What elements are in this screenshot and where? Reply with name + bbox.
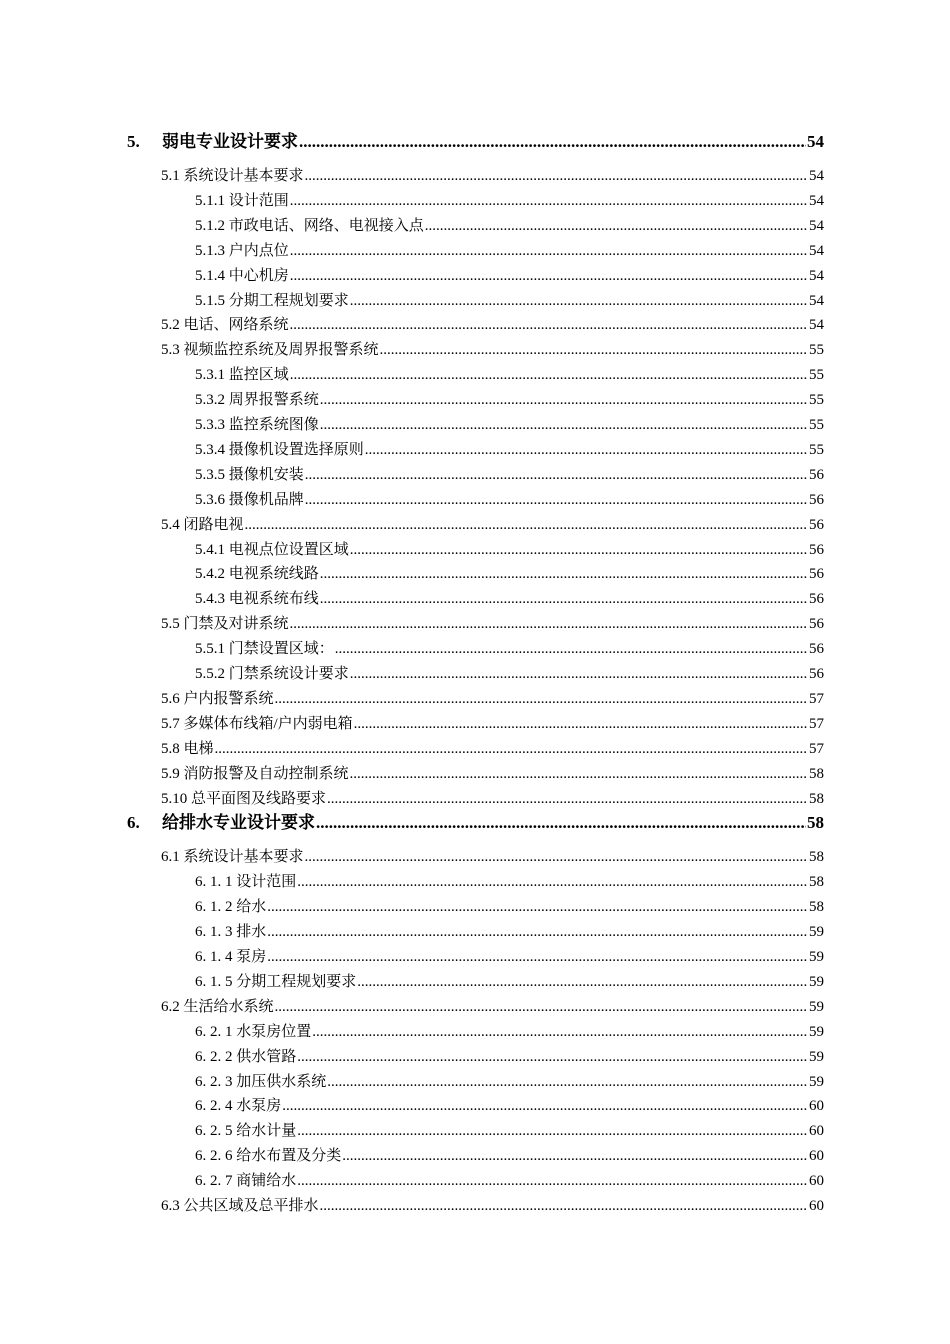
toc-entry[interactable] bbox=[161, 313, 824, 335]
toc-page-number: 59 bbox=[809, 1073, 824, 1090]
toc-page-number: 56 bbox=[809, 541, 824, 558]
toc-entry[interactable] bbox=[195, 214, 824, 236]
toc-entry[interactable] bbox=[161, 164, 824, 186]
toc-entry[interactable] bbox=[195, 1070, 824, 1092]
toc-entry-title bbox=[195, 970, 356, 991]
toc-entry[interactable] bbox=[195, 363, 824, 385]
toc-dot-leader bbox=[305, 849, 808, 866]
toc-entry-text: 5.3.6 摄像机品牌 bbox=[195, 491, 304, 508]
toc-chapter-number: 5. bbox=[127, 132, 140, 151]
toc-entry-text: 5.5.2 门禁系统设计要求 bbox=[195, 666, 349, 682]
toc-page-number: 56 bbox=[809, 566, 824, 583]
toc-entry[interactable] bbox=[161, 845, 824, 867]
toc-page-number: 54 bbox=[809, 292, 824, 309]
toc-page-number: 56 bbox=[809, 491, 824, 508]
toc-dot-leader bbox=[290, 317, 808, 334]
toc-entry-title bbox=[161, 513, 244, 534]
toc-entry[interactable] bbox=[195, 945, 824, 967]
toc-dot-leader bbox=[327, 791, 808, 808]
toc-entry-title bbox=[161, 338, 379, 359]
toc-dot-leader bbox=[312, 1024, 808, 1041]
toc-entry-text: 5.3.5 摄像机安装 bbox=[195, 466, 304, 483]
toc-entry-text: 弱电专业设计要求 bbox=[162, 132, 298, 151]
toc-dot-leader bbox=[290, 243, 808, 260]
toc-entry-title bbox=[195, 189, 289, 210]
toc-entry-title bbox=[195, 587, 319, 608]
toc-entry[interactable] bbox=[195, 1169, 824, 1191]
toc-entry-title bbox=[161, 164, 304, 185]
toc-entry-title bbox=[195, 1094, 281, 1115]
toc-page-number: 56 bbox=[809, 616, 824, 633]
toc-dot-leader bbox=[335, 641, 808, 658]
toc-entry[interactable] bbox=[195, 438, 824, 460]
toc-dot-leader bbox=[275, 999, 808, 1016]
toc-dot-leader bbox=[299, 132, 806, 152]
toc-entry[interactable] bbox=[161, 687, 824, 709]
toc-entry-text: 6. 1. 1 设计范围 bbox=[195, 874, 297, 891]
toc-dot-leader bbox=[297, 874, 808, 891]
toc-chapter-entry[interactable] bbox=[127, 127, 824, 153]
toc-entry-text: 6. 1. 2 给水 bbox=[195, 899, 267, 916]
toc-page-number: 60 bbox=[809, 1123, 824, 1140]
toc-entry-title bbox=[195, 870, 296, 891]
toc-entry-title bbox=[195, 1070, 326, 1091]
toc-entry-title bbox=[195, 264, 289, 285]
toc-page-number: 54 bbox=[809, 217, 824, 234]
toc-page-number: 54 bbox=[809, 267, 824, 284]
toc-entry-title bbox=[195, 363, 289, 384]
toc-dot-leader bbox=[297, 1049, 808, 1066]
toc-page-number: 56 bbox=[809, 466, 824, 483]
toc-entry[interactable] bbox=[195, 1094, 824, 1116]
toc-entry-text: 6. 1. 4 泵房 bbox=[195, 949, 267, 965]
toc-dot-leader bbox=[320, 1198, 808, 1215]
toc-entry-title bbox=[195, 488, 304, 509]
toc-entry-text: 给排水专业设计要求 bbox=[162, 813, 315, 833]
toc-entry[interactable] bbox=[161, 737, 824, 759]
toc-entry-title bbox=[161, 1194, 319, 1215]
toc-entry-title bbox=[161, 737, 214, 758]
toc-entry[interactable] bbox=[195, 1144, 824, 1166]
toc-entry[interactable] bbox=[195, 895, 824, 917]
toc-entry-title bbox=[195, 1169, 296, 1190]
toc-page-number: 60 bbox=[809, 1198, 824, 1214]
toc-dot-leader bbox=[290, 193, 808, 210]
toc-dot-leader bbox=[327, 1074, 808, 1091]
toc-page-number: 56 bbox=[809, 516, 824, 533]
toc-entry-text: 6. 2. 7 商铺给水 bbox=[195, 1173, 297, 1190]
toc-entry-title bbox=[195, 895, 266, 916]
toc-entry-text: 5.3.2 周界报警系统 bbox=[195, 392, 319, 409]
toc-entry-title bbox=[127, 808, 315, 833]
toc-page-number: 55 bbox=[809, 342, 824, 359]
toc-dot-leader bbox=[290, 616, 808, 633]
toc-entry[interactable] bbox=[195, 1020, 824, 1042]
toc-dot-leader bbox=[290, 367, 808, 384]
toc-entry[interactable] bbox=[195, 463, 824, 485]
toc-chapter-entry[interactable] bbox=[127, 808, 824, 834]
toc-entry-text: 5.4 闭路电视 bbox=[161, 516, 244, 533]
toc-entry-text: 6.2 生活给水系统 bbox=[161, 998, 274, 1015]
toc-page-number: 54 bbox=[807, 132, 824, 151]
toc-dot-leader bbox=[320, 566, 808, 583]
toc-page-number: 58 bbox=[807, 813, 824, 833]
toc-entry-text: 6. 2. 1 水泵房位置 bbox=[195, 1023, 312, 1040]
toc-entry[interactable] bbox=[195, 1119, 824, 1141]
toc-entry[interactable] bbox=[161, 995, 824, 1017]
toc-page-number: 60 bbox=[809, 1148, 824, 1165]
toc-page-number: 56 bbox=[809, 666, 824, 682]
toc-entry-title bbox=[195, 463, 304, 484]
toc-page-number: 54 bbox=[809, 168, 824, 184]
toc-page-number: 58 bbox=[809, 765, 824, 782]
toc-dot-leader bbox=[350, 666, 808, 683]
toc-entry[interactable] bbox=[195, 870, 824, 892]
toc-entry[interactable] bbox=[195, 488, 824, 510]
toc-entry-text: 5.1.5 分期工程规划要求 bbox=[195, 292, 349, 309]
toc-dot-leader bbox=[350, 766, 808, 783]
toc-dot-leader bbox=[267, 924, 808, 941]
toc-entry-title bbox=[195, 214, 424, 235]
toc-page-number: 60 bbox=[809, 1098, 824, 1115]
toc-entry-text: 5.1.2 市政电话、网络、电视接入点 bbox=[195, 217, 424, 234]
toc-entry-text: 5.3.4 摄像机设置选择原则 bbox=[195, 441, 364, 458]
toc-page-number: 57 bbox=[809, 740, 824, 757]
toc-entry-text: 5.2 电话、网络系统 bbox=[161, 317, 289, 334]
toc-entry-text: 5.4.1 电视点位设置区域 bbox=[195, 541, 349, 558]
toc-page-number: 59 bbox=[809, 924, 824, 941]
toc-entry[interactable] bbox=[195, 538, 824, 560]
toc-entry-text: 5.1.1 设计范围 bbox=[195, 192, 289, 209]
toc-entry[interactable] bbox=[161, 787, 824, 809]
toc-entry-text: 6. 2. 4 水泵房 bbox=[195, 1098, 282, 1115]
toc-entry-title bbox=[195, 239, 289, 260]
toc-dot-leader bbox=[350, 293, 808, 310]
toc-dot-leader bbox=[282, 1098, 808, 1115]
toc-dot-leader bbox=[290, 268, 808, 285]
toc-dot-leader bbox=[297, 1173, 808, 1190]
toc-entry-title bbox=[161, 762, 349, 783]
toc-entry-text: 5.4.3 电视系统布线 bbox=[195, 591, 319, 608]
toc-entry[interactable] bbox=[161, 612, 824, 634]
toc-entry-title bbox=[195, 289, 349, 310]
toc-entry[interactable] bbox=[161, 1194, 824, 1216]
toc-dot-leader bbox=[305, 168, 808, 185]
toc-dot-leader bbox=[350, 542, 808, 559]
toc-page-number: 57 bbox=[809, 715, 824, 732]
toc-entry-title bbox=[195, 388, 319, 409]
toc-entry-title bbox=[195, 1144, 341, 1165]
toc-page-number: 55 bbox=[809, 417, 824, 433]
toc-page-number: 60 bbox=[809, 1173, 824, 1190]
toc-page-number: 55 bbox=[809, 367, 824, 384]
toc-dot-leader bbox=[305, 492, 808, 509]
toc-entry-text: 6. 2. 2 供水管路 bbox=[195, 1048, 297, 1065]
toc-entry[interactable] bbox=[195, 413, 824, 435]
toc-dot-leader bbox=[316, 813, 806, 833]
toc-entry-title bbox=[195, 413, 319, 434]
toc-entry-text: 6. 1. 5 分期工程规划要求 bbox=[195, 973, 357, 990]
toc-entry-text: 5.1.3 户内点位 bbox=[195, 242, 289, 259]
toc-dot-leader bbox=[275, 691, 808, 708]
toc-entry-title bbox=[161, 787, 326, 808]
toc-dot-leader bbox=[342, 1148, 808, 1165]
toc-entry-text: 5.3 视频监控系统及周界报警系统 bbox=[161, 342, 379, 359]
toc-entry[interactable] bbox=[161, 513, 824, 535]
toc-entry-text: 6. 1. 3 排水 bbox=[195, 924, 267, 941]
toc-entry[interactable] bbox=[161, 762, 824, 784]
toc-entry-text: 5.9 消防报警及自动控制系统 bbox=[161, 765, 349, 782]
toc-entry-text: 5.6 户内报警系统 bbox=[161, 690, 274, 707]
toc-entry-title bbox=[195, 1045, 296, 1066]
toc-page-number: 57 bbox=[809, 690, 824, 707]
toc-entry-text: 5.3.1 监控区域 bbox=[195, 367, 289, 384]
toc-dot-leader bbox=[297, 1123, 808, 1140]
toc-dot-leader bbox=[215, 741, 808, 758]
toc-entry-text: 5.7 多媒体布线箱/户内弱电箱 bbox=[161, 715, 353, 732]
toc-entry[interactable] bbox=[195, 920, 824, 942]
toc-page-number: 59 bbox=[809, 1023, 824, 1040]
toc-entry-title bbox=[195, 1020, 311, 1041]
toc-dot-leader bbox=[267, 949, 808, 966]
toc-entry-text: 5.1 系统设计基本要求 bbox=[161, 168, 304, 184]
toc-entry-title bbox=[161, 687, 274, 708]
toc-entry[interactable] bbox=[195, 637, 824, 659]
toc-dot-leader bbox=[320, 392, 808, 409]
toc-entry-title bbox=[161, 712, 353, 733]
toc-page-number: 56 bbox=[809, 641, 824, 658]
toc-dot-leader bbox=[380, 342, 808, 359]
toc-entry-text: 5.1.4 中心机房 bbox=[195, 267, 289, 284]
toc-page-number: 54 bbox=[809, 242, 824, 259]
toc-entry-title bbox=[195, 562, 319, 583]
toc-chapter-number: 6. bbox=[127, 813, 140, 833]
toc-entry[interactable] bbox=[195, 562, 824, 584]
toc-page-number: 59 bbox=[809, 949, 824, 965]
toc-entry[interactable] bbox=[195, 189, 824, 211]
toc-entry-text: 6. 2. 3 加压供水系统 bbox=[195, 1073, 327, 1090]
toc-page-number: 58 bbox=[809, 874, 824, 891]
toc-dot-leader bbox=[354, 716, 808, 733]
toc-entry[interactable] bbox=[195, 289, 824, 311]
toc-entry-text: 5.8 电梯 bbox=[161, 740, 214, 757]
toc-page-number: 55 bbox=[809, 441, 824, 458]
toc-entry[interactable] bbox=[195, 587, 824, 609]
toc-entry-title bbox=[195, 945, 266, 966]
toc-dot-leader bbox=[320, 591, 808, 608]
toc-entry-text: 5.10 总平面图及线路要求 bbox=[161, 790, 327, 807]
toc-dot-leader bbox=[267, 899, 808, 916]
toc-entry-text: 5.3.3 监控系统图像 bbox=[195, 417, 319, 433]
toc-entry-title bbox=[195, 637, 334, 658]
toc-page-number: 54 bbox=[809, 192, 824, 209]
toc-entry[interactable] bbox=[195, 1045, 824, 1067]
toc-entry[interactable] bbox=[195, 239, 824, 261]
toc-entry-text: 6. 2. 5 给水计量 bbox=[195, 1123, 297, 1140]
toc-entry-title bbox=[161, 612, 289, 633]
toc-page-number: 54 bbox=[809, 317, 824, 334]
toc-dot-leader bbox=[357, 974, 808, 991]
toc-entry-title bbox=[195, 438, 364, 459]
toc-page-number: 59 bbox=[809, 1048, 824, 1065]
toc-entry-text: 5.5.1 门禁设置区域： bbox=[195, 641, 334, 658]
toc-entry-text: 6.1 系统设计基本要求 bbox=[161, 849, 304, 866]
toc-entry[interactable] bbox=[195, 662, 824, 684]
toc-page-number: 58 bbox=[809, 849, 824, 866]
toc-page-number: 59 bbox=[809, 998, 824, 1015]
toc-entry[interactable] bbox=[195, 388, 824, 410]
toc-dot-leader bbox=[425, 218, 808, 235]
toc-entry[interactable] bbox=[195, 970, 824, 992]
toc-entry-text: 6. 2. 6 给水布置及分类 bbox=[195, 1148, 342, 1165]
toc-page-number: 55 bbox=[809, 392, 824, 409]
toc-entry-text: 6.3 公共区域及总平排水 bbox=[161, 1198, 319, 1214]
toc-entry-title bbox=[161, 995, 274, 1016]
toc-page-number: 56 bbox=[809, 591, 824, 608]
toc-entry-text: 5.5 门禁及对讲系统 bbox=[161, 616, 289, 633]
toc-entry[interactable] bbox=[161, 712, 824, 734]
toc-entry-title bbox=[195, 538, 349, 559]
toc-entry-title bbox=[195, 1119, 296, 1140]
toc-entry[interactable] bbox=[161, 338, 824, 360]
toc-entry-title bbox=[195, 662, 349, 683]
toc-page-number: 59 bbox=[809, 973, 824, 990]
toc-entry-title bbox=[195, 920, 266, 941]
toc-dot-leader bbox=[305, 467, 808, 484]
toc-page-number: 58 bbox=[809, 899, 824, 916]
toc-dot-leader bbox=[365, 442, 808, 459]
toc-dot-leader bbox=[320, 417, 808, 434]
toc-entry-text: 5.4.2 电视系统线路 bbox=[195, 566, 319, 583]
toc-entry[interactable] bbox=[195, 264, 824, 286]
toc-dot-leader bbox=[245, 517, 808, 534]
toc-entry-title bbox=[161, 313, 289, 334]
toc-page-number: 58 bbox=[809, 790, 824, 807]
toc-entry-title bbox=[127, 127, 298, 152]
toc-entry-title bbox=[161, 845, 304, 866]
